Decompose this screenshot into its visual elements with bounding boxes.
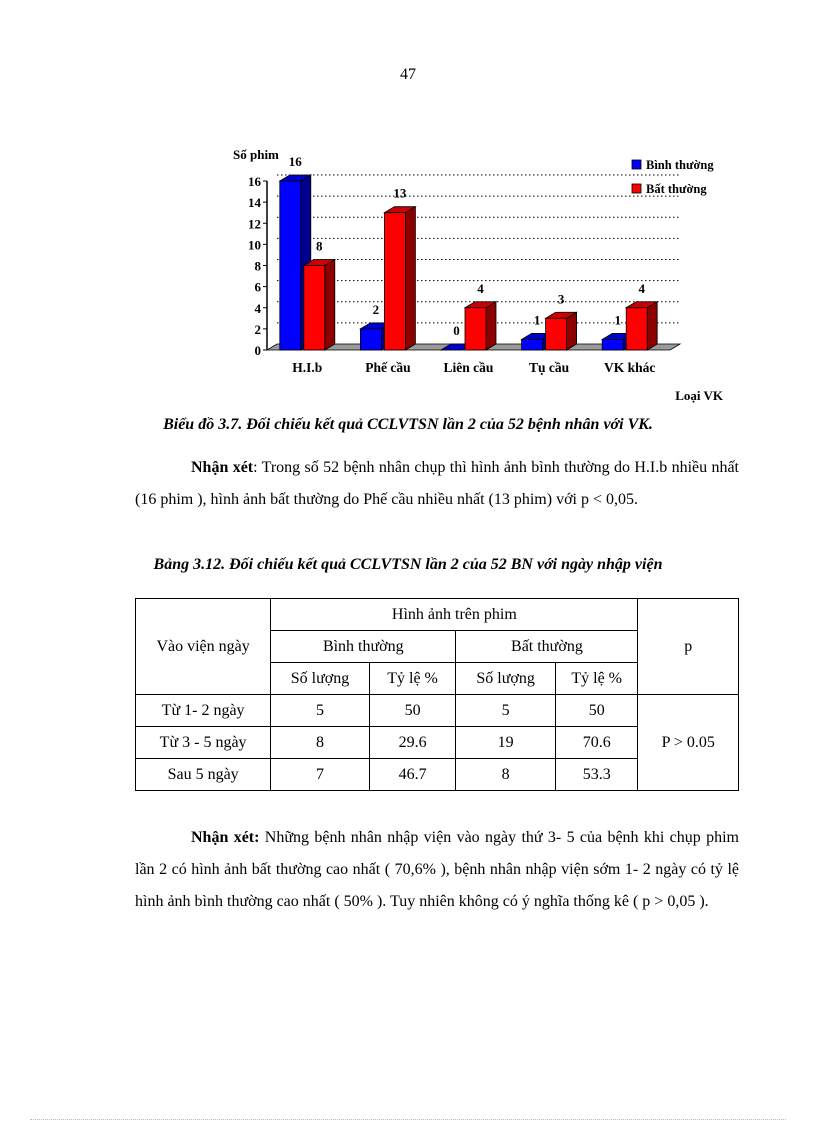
data-label: 4 (477, 280, 484, 296)
x-tick-label: Liên cầu (443, 360, 494, 375)
y-tick-label: 8 (254, 258, 261, 274)
x-axis-label: Loại VK (675, 388, 723, 403)
header-abnormal-rate: Tỷ lệ % (555, 663, 638, 695)
x-tick-label: VK khác (604, 360, 656, 375)
bar-abnormal (384, 207, 415, 350)
data-label: 2 (372, 301, 380, 317)
header-admission: Vào viện ngày (136, 599, 271, 695)
cell-normal-count: 8 (271, 727, 370, 759)
cell-abnormal-count: 8 (456, 759, 556, 791)
comment-paragraph-2 (135, 822, 739, 918)
data-label: 16 (288, 154, 302, 169)
cell-normal-count: 5 (271, 695, 370, 727)
admission-table (135, 598, 739, 791)
cell-abnormal-rate: 50 (555, 695, 638, 727)
comment-label-2: Nhận xét: (191, 829, 260, 846)
header-p: p (638, 599, 739, 695)
header-abnormal-count: Số lượng (456, 663, 556, 695)
page-bottom-rule (30, 1119, 786, 1120)
y-tick-label: 10 (248, 237, 261, 253)
y-tick-label: 12 (248, 216, 261, 232)
legend-swatch-normal (632, 160, 641, 169)
legend-label-abnormal: Bất thường (646, 182, 707, 196)
y-tick-label: 6 (254, 279, 261, 295)
header-normal-count: Số lượng (271, 663, 370, 695)
cell-normal-rate: 29.6 (369, 727, 456, 759)
x-tick-label: Tụ cầu (529, 360, 570, 375)
cell-normal-count: 7 (271, 759, 370, 791)
row-label: Từ 3 - 5 ngày (136, 727, 271, 759)
data-label: 4 (638, 280, 645, 296)
page-number: 47 (400, 66, 416, 83)
legend-label-normal: Bình thường (646, 158, 714, 172)
header-normal: Bình thường (271, 631, 456, 663)
y-tick-label: 16 (248, 174, 261, 189)
header-abnormal: Bất thường (456, 631, 638, 663)
table-row (136, 695, 739, 727)
y-tick-label: 4 (254, 300, 261, 316)
y-tick-label: 0 (254, 343, 261, 358)
data-label: 3 (557, 291, 565, 307)
x-tick-label: Phế cầu (365, 360, 411, 375)
row-label: Sau 5 ngày (136, 759, 271, 791)
cell-normal-rate: 46.7 (369, 759, 456, 791)
comment-paragraph-1 (135, 452, 739, 516)
bar-abnormal (304, 260, 335, 351)
data-label: 1 (614, 312, 621, 328)
row-label: Từ 1- 2 ngày (136, 695, 271, 727)
bar-abnormal (465, 302, 496, 350)
y-tick-label: 14 (248, 195, 261, 211)
comment-label-1: Nhận xét (191, 459, 254, 476)
x-tick-label: H.I.b (292, 360, 323, 375)
data-label: 0 (453, 323, 460, 338)
bar-chart (225, 145, 723, 410)
comment-text-1: : Trong số 52 bệnh nhân chụp thì hình ảnh bình thường do H.I.b nhiều nhất (16 phim ), hình ảnh bất thường do Phế cầu nhiều nhất (13 phim) với p < 0,05. (135, 459, 740, 508)
chart-legend (632, 158, 714, 196)
y-axis-label: Số phim (233, 147, 279, 162)
data-label: 13 (393, 185, 407, 201)
header-image: Hình ảnh trên phim (271, 599, 638, 631)
comment-text-2: Những bệnh nhân nhập viện vào ngày thứ 3- 5 của bệnh khi chụp phim lần 2 có hình ảnh bất thường cao nhất ( 70,6% ), bệnh nhân nhập viện sớm 1- 2 ngày có tỷ lệ hình ảnh bình thường cao nhất ( 50% ). Tuy nhiên không có ý nghĩa thống kê ( p > 0,05 ). (135, 829, 740, 910)
cell-normal-rate: 50 (369, 695, 456, 727)
header-normal-rate: Tỷ lệ % (369, 663, 456, 695)
bar-abnormal (546, 312, 577, 350)
cell-abnormal-count: 19 (456, 727, 556, 759)
data-label: 1 (533, 312, 541, 328)
data-label: 8 (316, 238, 323, 254)
cell-abnormal-rate: 53.3 (555, 759, 638, 791)
y-tick-label: 2 (254, 321, 261, 337)
cell-abnormal-count: 5 (456, 695, 556, 727)
cell-p-value: P > 0.05 (638, 695, 739, 791)
cell-abnormal-rate: 70.6 (555, 727, 638, 759)
table-caption: Bảng 3.12. Đối chiếu kết quả CCLVTSN lần 2 của 52 BN với ngày nhập viện (153, 556, 663, 573)
legend-swatch-abnormal (632, 184, 641, 193)
bar-abnormal (626, 302, 657, 350)
figure-caption: Biểu đồ 3.7. Đối chiếu kết quả CCLVTSN lần 2 của 52 bệnh nhân với VK. (163, 416, 653, 433)
